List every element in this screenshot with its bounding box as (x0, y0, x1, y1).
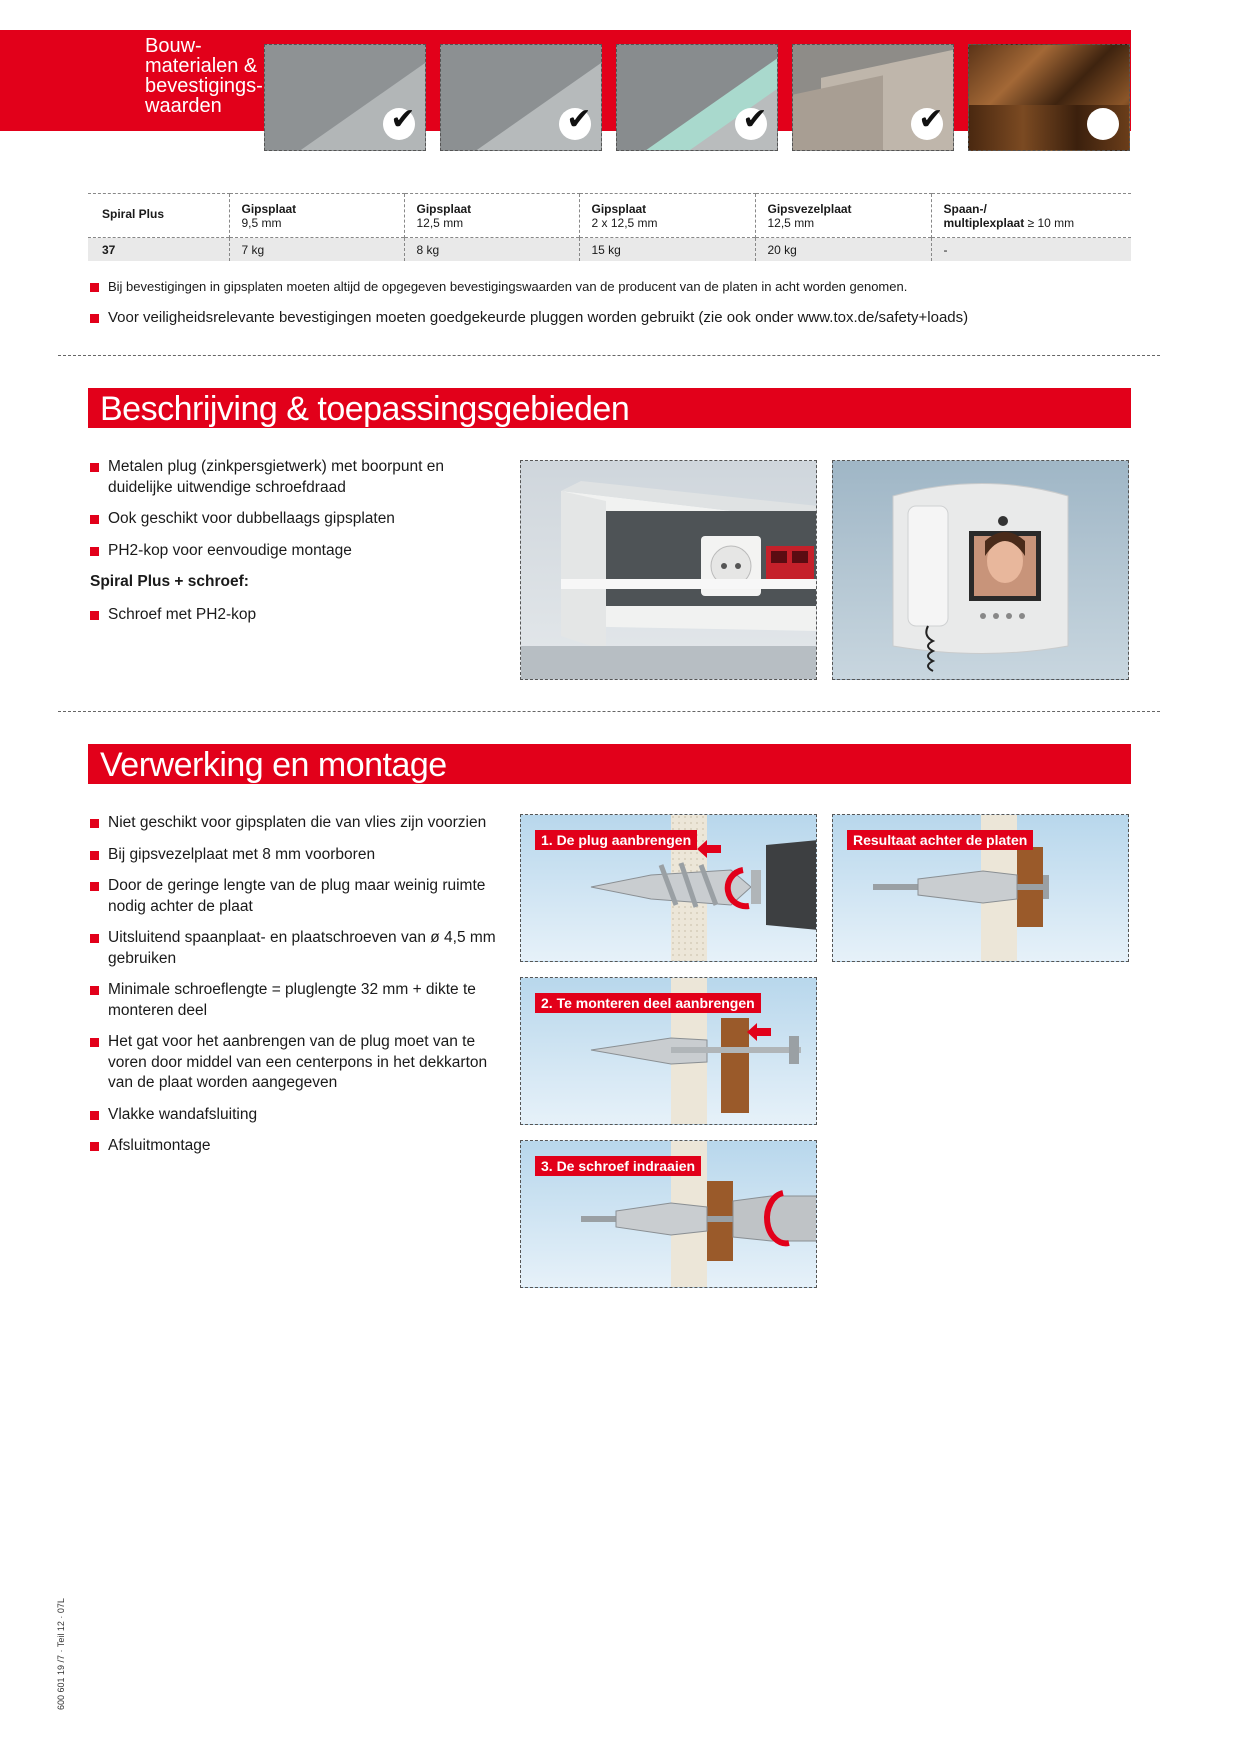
check-icon: ✔ (559, 108, 591, 140)
bullet-square-icon (90, 611, 99, 620)
bullet-square-icon (90, 314, 99, 323)
list-item: Afsluitmontage (90, 1136, 510, 1157)
subheading: Spiral Plus + schroef: (90, 573, 249, 590)
diagram-label: 1. De plug aanbrengen (535, 830, 697, 850)
diagram-step-1 (520, 814, 817, 962)
material-gipsplaat-2x12-5 (616, 44, 778, 151)
table-cell: 20 kg (755, 238, 931, 262)
header-title-line: waarden (145, 95, 222, 117)
bullet-square-icon (90, 1111, 99, 1120)
check-icon: ✔ (383, 108, 415, 140)
intercom-illustration (833, 461, 1129, 680)
list-item: Door de geringe lengte van de plug maar weinig ruimte nodig achter de plaat (90, 876, 510, 917)
material-gipsvezelplaat (792, 44, 954, 151)
table-cell: - (931, 238, 1131, 262)
installation-list (90, 813, 510, 1168)
header-title-line: bevestigings- (145, 75, 263, 97)
bullet-square-icon (90, 547, 99, 556)
check-icon: ✔ (911, 108, 943, 140)
diagram-step-3 (520, 1140, 817, 1288)
note-item: Bij bevestigingen in gipsplaten moeten altijd de opgegeven bevestigingswaarden van de producent van de platen in acht worden genomen. (90, 278, 1130, 296)
table-col-header: Gipsplaat 9,5 mm (229, 194, 404, 238)
bullet-square-icon (90, 851, 99, 860)
list-item: Vlakke wandafsluiting (90, 1105, 510, 1126)
list-item: Uitsluitend spaanplaat- en plaatschroeven van ø 4,5 mm gebruiken (90, 928, 510, 969)
table-cell: 7 kg (229, 238, 404, 262)
bullet-square-icon (90, 934, 99, 943)
photo-cable-duct (520, 460, 817, 680)
diagram-step-2 (520, 977, 817, 1125)
bullet-square-icon (90, 283, 99, 292)
list-item: Het gat voor het aanbrengen van de plug moet van te voren door middel van een centerpons in het dekkarton van de plaat worden aangegeven (90, 1032, 510, 1094)
table-header-row (88, 194, 1131, 238)
table-cell: 8 kg (404, 238, 579, 262)
header-title-line: Bouw- (145, 35, 202, 57)
bullet-square-icon (90, 463, 99, 472)
photo-intercom (832, 460, 1129, 680)
material-spaanplaat (968, 44, 1130, 151)
table-col-header: Gipsplaat 12,5 mm (404, 194, 579, 238)
material-gipsplaat-9-5 (264, 44, 426, 151)
product-name: Spiral Plus (88, 194, 229, 238)
list-item: Niet geschikt voor gipsplaten die van vlies zijn voorzien (90, 813, 510, 834)
list-item: Metalen plug (zinkpersgietwerk) met boorpunt en duidelijke uitwendige schroefdraad (90, 457, 510, 498)
table-col-header: Spaan-/ multiplexplaat ≥ 10 mm (931, 194, 1131, 238)
material-gipsplaat-12-5 (440, 44, 602, 151)
divider (58, 711, 1160, 712)
list-item: Minimale schroeflengte = pluglengte 32 mm + dikte te monteren deel (90, 980, 510, 1021)
list-item: PH2-kop voor eenvoudige montage (90, 541, 510, 562)
table-col-header: Gipsplaat 2 x 12,5 mm (579, 194, 755, 238)
divider (58, 355, 1160, 356)
bullet-square-icon (90, 515, 99, 524)
header-title (145, 36, 265, 116)
diagram-label: 3. De schroef indraaien (535, 1156, 701, 1176)
list-item: Bij gipsvezelplaat met 8 mm voorboren (90, 845, 510, 866)
diagram-label: 2. Te monteren deel aanbrengen (535, 993, 761, 1013)
diagram-result (832, 814, 1129, 962)
check-icon: ✔ (735, 108, 767, 140)
table-cell: 15 kg (579, 238, 755, 262)
bullet-square-icon (90, 1038, 99, 1047)
footer-code: 600 601 19 /7 · Teil 12 · 07L (56, 1598, 66, 1710)
section-title-verwerking: Verwerking en montage (88, 744, 1131, 784)
diagram-label: Resultaat achter de platen (847, 830, 1033, 850)
bullet-square-icon (90, 819, 99, 828)
list-item: Schroef met PH2-kop (90, 605, 510, 626)
header-title-line: materialen & (145, 55, 258, 77)
list-item: Ook geschikt voor dubbellaags gipsplaten (90, 509, 510, 530)
table-cell-size: 37 (88, 238, 229, 262)
section-title-beschrijving: Beschrijving & toepassingsgebieden (88, 388, 1131, 428)
description-list (90, 457, 510, 636)
table-row (88, 238, 1131, 262)
bullet-square-icon (90, 986, 99, 995)
bullet-square-icon (90, 1142, 99, 1151)
spec-table (88, 193, 1131, 261)
bullet-square-icon (90, 882, 99, 891)
table-col-header: Gipsvezelplaat 12,5 mm (755, 194, 931, 238)
circle-icon (1087, 108, 1119, 140)
note-item: Voor veiligheidsrelevante bevestigingen moeten goedgekeurde pluggen worden gebruikt (zie ook onder www.tox.de/safety+loads) (90, 308, 1130, 328)
cable-duct-illustration (521, 461, 817, 680)
